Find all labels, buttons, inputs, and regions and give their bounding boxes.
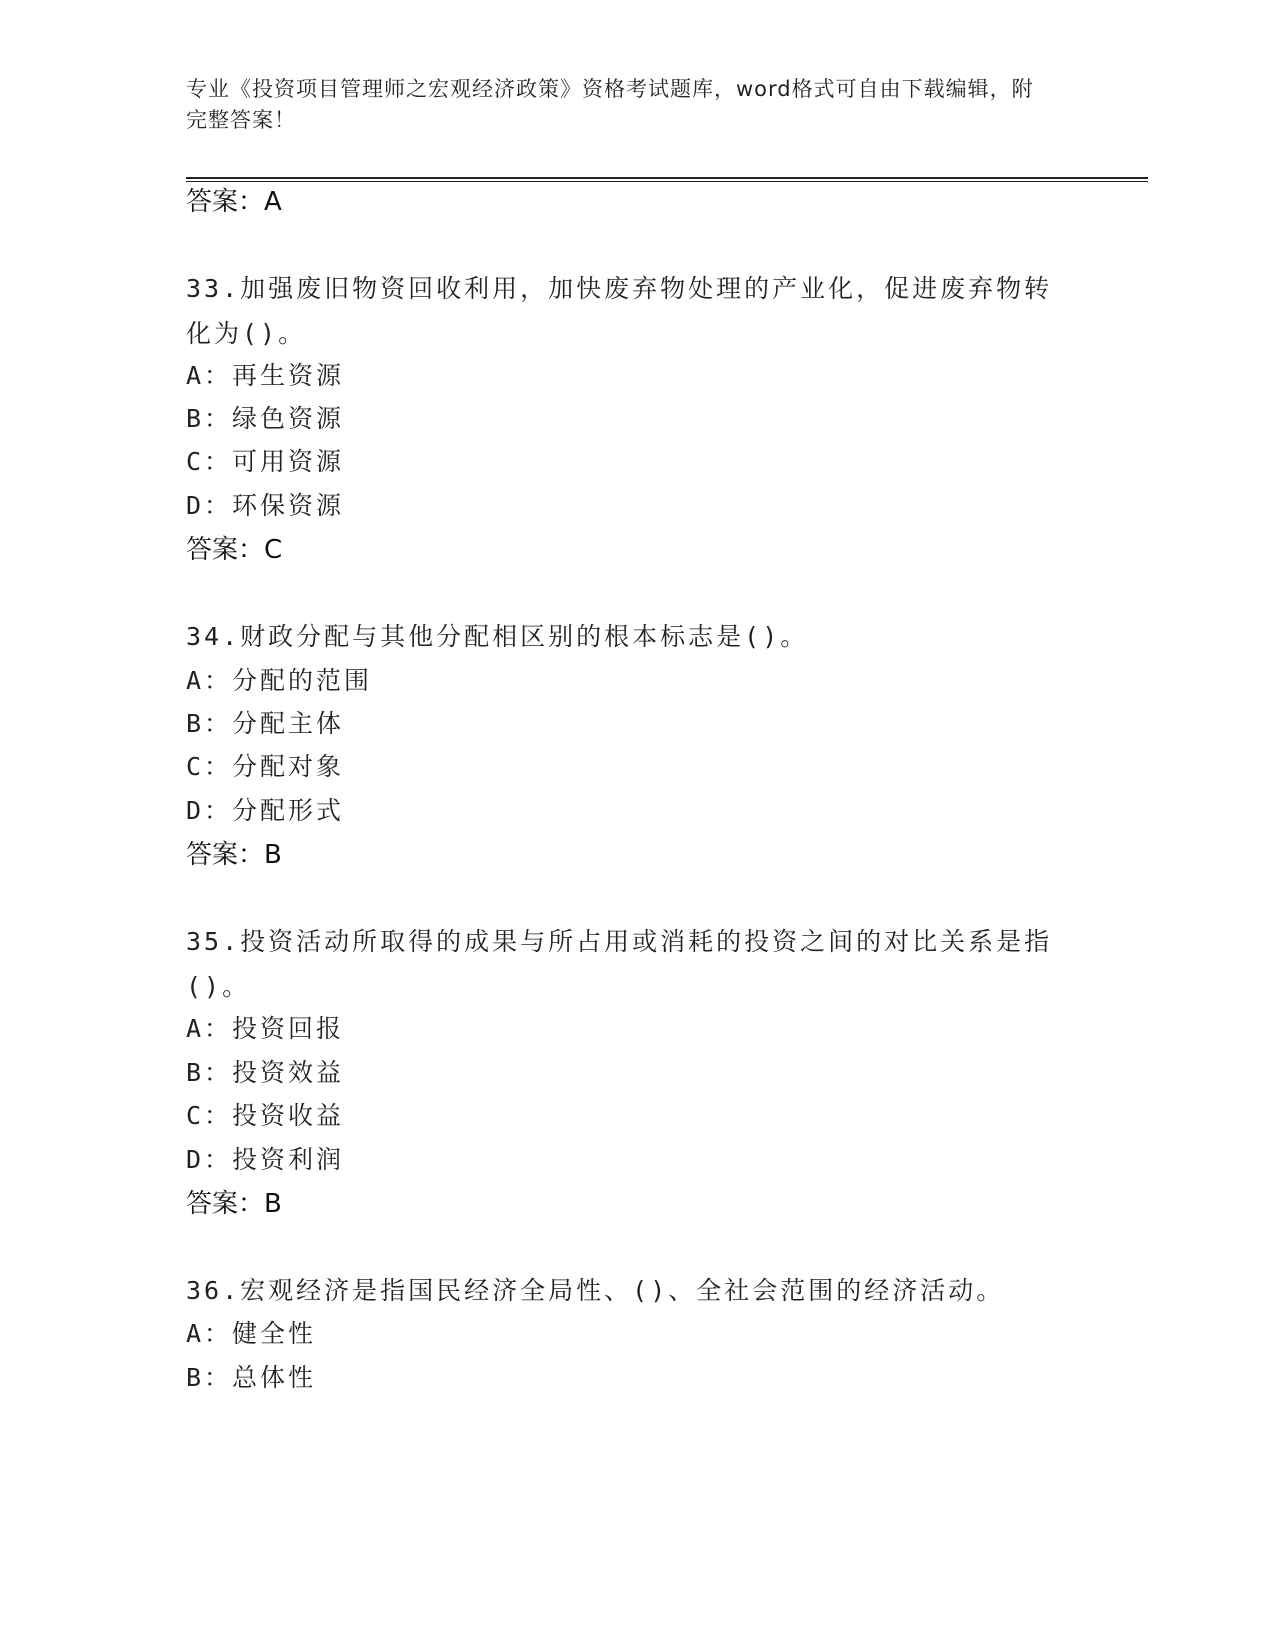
option-36-a: A：健全性: [186, 1319, 317, 1348]
option-34-b: B：分配主体: [186, 709, 345, 738]
option-34-c: C：分配对象: [186, 752, 345, 781]
option-35-d: D：投资利润: [186, 1145, 345, 1174]
header-divider: [186, 177, 1148, 182]
answer-32: 答案：A: [186, 187, 282, 217]
answer-34: 答案：B: [186, 840, 282, 870]
option-35-b: B：投资效益: [186, 1058, 345, 1087]
option-34-a: A：分配的范围: [186, 666, 373, 695]
option-34-d: D：分配形式: [186, 796, 345, 825]
option-33-d: D：环保资源: [186, 491, 345, 520]
question-33: 33.加强废旧物资回收利用，加快废弃物处理的产业化，促进废弃物转化为()。: [186, 274, 1053, 348]
page-header: 专业《投资项目管理师之宏观经济政策》资格考试题库，word格式可自由下载编辑，附完整答案！: [186, 77, 1034, 132]
answer-35: 答案：B: [186, 1189, 282, 1219]
option-33-a: A：再生资源: [186, 361, 345, 390]
option-35-c: C：投资收益: [186, 1101, 345, 1130]
question-36: 36.宏观经济是指国民经济全局性、()、全社会范围的经济活动。: [186, 1276, 1005, 1305]
option-33-c: C：可用资源: [186, 447, 345, 476]
option-36-b: B：总体性: [186, 1363, 317, 1392]
answer-33: 答案：C: [186, 535, 283, 565]
option-33-b: B：绿色资源: [186, 404, 345, 433]
option-35-a: A：投资回报: [186, 1014, 345, 1043]
question-35: 35.投资活动所取得的成果与所占用或消耗的投资之间的对比关系是指()。: [186, 927, 1053, 1001]
question-34: 34.财政分配与其他分配相区别的根本标志是()。: [186, 622, 809, 651]
